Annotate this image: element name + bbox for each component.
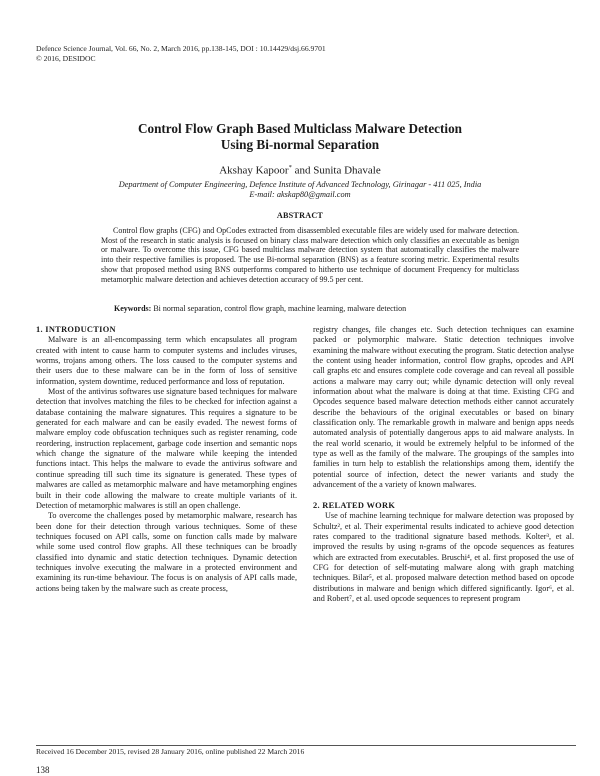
abstract-text: Control flow graphs (CFG) and OpCodes extracted from disassembled executable files are widely used for malware detection. Most of the research in static analysis is focused on binary class malware detection which only classifies an executable as benign or malware. To overcome this issue, CFG based multiclass malware detection system that automatically classifies the malware into their respective families is proposed. The use Bi-normal separation (BNS) as a feature scoring metric. Experimental results show that proposed method using BNS outperforms compared to hitherto use technique of document Frequency for multiclass metamorphic malware detection and achieves detection accuracy of 99.5 per cent. <box>101 226 519 284</box>
keywords-text: Bi normal separation, control flow graph, machine learning, malware detection <box>153 304 407 313</box>
affiliation-line: Department of Computer Engineering, Defence Institute of Advanced Technology, Girinagar - 411 025, India <box>118 180 482 189</box>
introduction-heading: 1. INTRODUCTION <box>36 325 116 334</box>
journal-header <box>36 44 576 63</box>
abstract-heading: ABSTRACT <box>276 211 324 220</box>
author-1: Akshay Kapoor <box>219 164 289 177</box>
copyright-notice: © 2016, DESIDOC <box>36 53 96 63</box>
author-email: E-mail: akskap80@gmail.com <box>249 189 351 199</box>
author-list <box>0 161 600 178</box>
footnote-divider <box>36 745 576 746</box>
received-dates-footnote: Received 16 December 2015, revised 28 January 2016, online published 22 March 2016 <box>36 747 305 756</box>
section-gap <box>313 491 574 501</box>
intro-paragraph-1: Malware is an all-encompassing term which encapsulates all program created with intent to cause harm to computer systems and includes viruses, worms, trojans among others. The loss caused to the computer systems and their users due to these malware can be in the form of loss of sensitive information, system downtime, reduced performance and loss of reputation. <box>36 335 297 386</box>
corresponding-author-mark: * <box>288 164 292 171</box>
keywords-label: Keywords: <box>114 304 152 313</box>
keywords <box>114 304 519 314</box>
right-column <box>313 325 574 745</box>
paper-title-line-2: Using Bi-normal Separation <box>220 137 380 152</box>
author-2: Sunita Dhavale <box>313 164 381 177</box>
intro-paragraph-2: Most of the antivirus softwares use signature based techniques for malware detection that involves matching the files to be checked for infection against a database containing the malware signatures. This requires a signature to be generated for each malware and can be easily evaded. The newest forms of malware employ code obfuscation techniques such as register renaming, code reordering, instruction replacement, garbage code insertion and semantic nops which change the signature of the malware while keeping the intended functions intact. This helps the malware to evade the antivirus software and continue spreading till such time its signature is generated. These types of malwares are called as metamorphic malware and have metamorphing engines built in their code allowing the malware to create multiple variants of it. Detection of metamorphic malwares is still an open challenge. <box>36 387 297 510</box>
intro-paragraph-3-continued: registry changes, file changes etc. Such detection techniques can examine packed or polymorphic malware. Static detection techniques involve examining the malware without executing the program. Static detection analyse the content using header information, control flow graphs, opcodes and API call graphs etc and ensures complete code coverage and can reveal all possible actions a malware may carry out; while dynamic detection will only reveal information about what the malware is doing at that time. Existing CFG and Opcodes sequence based malware detection methods either cannot accurately describe the behaviours of the original executables or based on binary classification only. The remarkable growth in malware and benign apps needs automated analysis of potentially dangerous apps to aid malware analysts. In the real world scenario, it would be extremely helpful to be informed of the type as well as the family of the malware. The groupings of the samples into families in turn help to establish the relationships among them, identify the potential source of infection, detect the newer variants and study the advancement of the a variety of known malwares. <box>313 325 574 490</box>
author-connector: and <box>291 164 314 177</box>
journal-citation: Defence Science Journal, Vol. 66, No. 2, March 2016, pp.138-145, DOI : 10.14429/dsj.66.9701 <box>36 44 326 53</box>
related-work-paragraph-1: Use of machine learning technique for malware detection was proposed by Schultz², et al. Their experimental results indicated to achieve good detection rates compared to the traditional signature based methods. Kolter³, et al. improved the results by using n-grams of the opcode sequences as features which are extracted from executables. Bruschi⁴, et al. first proposed the use of CFG for detection of self-mutating malware along with graph matching techniques. Bilar⁵, et al. proposed malware detection method based on opcode distributions in malware and benign which differed significantly. Igor⁶, et al. and Robert⁷, et al. used opcode sequences to represent program <box>313 511 574 603</box>
affiliation <box>0 180 600 200</box>
page-number: 138 <box>36 765 50 775</box>
intro-paragraph-3: To overcome the challenges posed by metamorphic malware, research has been done for their detection through various techniques. Some of these techniques focused on API calls, some on function calls made by malware while some used control flow graphs. All these techniques can be broadly classified into dynamic and static detection techniques. Dynamic detection techniques involve executing the malware in a protected environment and examining its run-time behaviour. The focus is on analysis of API calls made, actions being taken by the malware such as create process, <box>36 511 297 593</box>
paper-title <box>0 121 600 153</box>
left-column <box>36 325 297 745</box>
related-work-heading: 2. RELATED WORK <box>313 500 396 510</box>
paper-title-line-1: Control Flow Graph Based Multiclass Malware Detection <box>137 121 463 136</box>
